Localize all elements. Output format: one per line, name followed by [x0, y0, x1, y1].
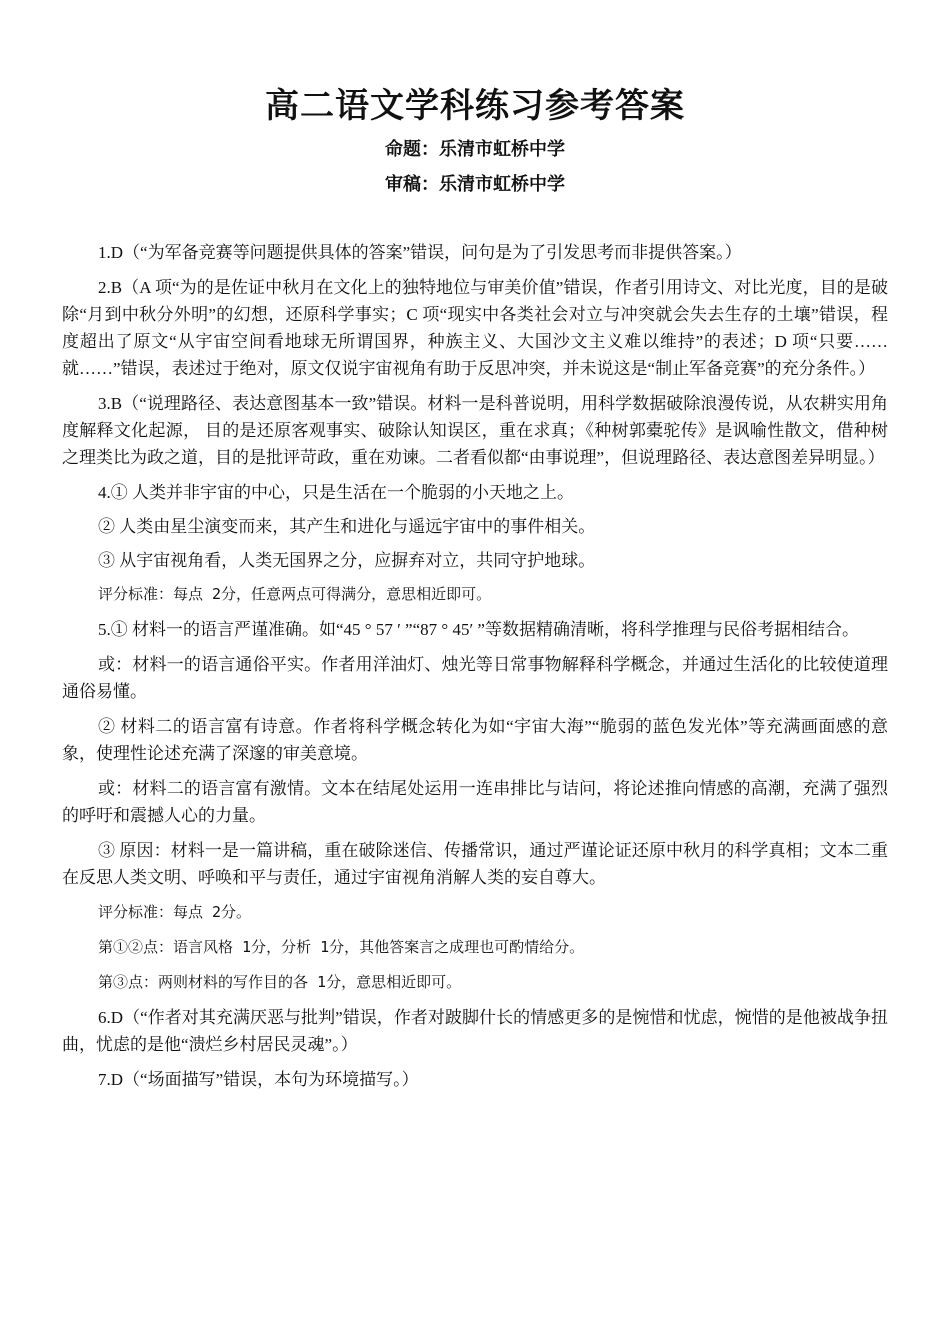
answer-5-scoring: 评分标准：每点 2分。: [98, 903, 252, 921]
answer-4-point-3: ③ 从宇宙视角看，人类无国界之分，应摒弃对立，共同守护地球。: [98, 551, 596, 570]
answer-4-point-2: ② 人类由星尘演变而来，其产生和进化与遥远宇宙中的事件相关。: [98, 517, 596, 536]
answer-4-point-1: 4.① 人类并非宇宙的中心，只是生活在一个脆弱的小天地之上。: [98, 483, 574, 502]
answer-1: 1.D（“为军备竞赛等问题提供具体的答案”错误，问句是为了引发思考而非提供答案。）: [98, 243, 742, 262]
answer-6: 6.D（“作者对其充满厌恶与批判”错误，作者对跛脚什长的情感更多的是惋惜和忧虑，惋惜的是他被战争扭曲，忧虑的是他“溃烂乡村居民灵魂”。）: [62, 1008, 888, 1054]
answer-5-scoring-2: 第③点：两则材料的写作目的各 1分，意思相近即可。: [98, 973, 462, 991]
answer-5-scoring-1: 第①②点：语言风格 1分，分析 1分，其他答案言之成理也可酌情给分。: [98, 938, 585, 956]
page-title: 高二语文学科练习参考答案: [265, 86, 685, 126]
answer-7: 7.D（“场面描写”错误，本句为环境描写。）: [98, 1070, 419, 1089]
answer-2: 2.B（A 项“为的是佐证中秋月在文化上的独特地位与审美价值”错误，作者引用诗文、对比光度，目的是破除“月到中秋分外明”的幻想，还原科学事实；C 项“现实中各类社会对立与冲突就会失去生存的土壤”错误，程度超出了原文“从宇宙空间看地球无所谓国界，种族主义、大国沙文主义难以维持”的表述；D 项“只要……就……”错误，表述过于绝对，原文仅说宇宙视角有助于反思冲突，并未说这是“制止军备竞赛”的充分条件。）: [62, 278, 888, 378]
answer-5-point-3: ③ 原因：材料一是一篇讲稿，重在破除迷信、传播常识，通过严谨论证还原中秋月的科学真相；文本二重在反思人类文明、呼唤和平与责任，通过宇宙视角消解人类的妄自尊大。: [62, 841, 888, 887]
answer-5-point-2-alt: 或：材料二的语言富有激情。文本在结尾处运用一连串排比与诘问，将论述推向情感的高潮，充满了强烈的呼吁和震撼人心的力量。: [62, 779, 888, 825]
answer-5-point-1-alt: 或：材料一的语言通俗平实。作者用洋油灯、烛光等日常事物解释科学概念，并通过生活化的比较使道理通俗易懂。: [62, 655, 888, 701]
answer-5-point-2: ② 材料二的语言富有诗意。作者将科学概念转化为如“宇宙大海”“脆弱的蓝色发光体”等充满画面感的意象，使理性论述充满了深邃的审美意境。: [62, 717, 888, 763]
answer-4-scoring: 评分标准：每点 2分，任意两点可得满分，意思相近即可。: [98, 585, 492, 603]
answer-3: 3.B（“说理路径、表达意图基本一致”错误。材料一是科普说明，用科学数据破除浪漫传说，从农耕实用角度解释文化起源， 目的是还原客观事实、破除认知误区，重在求真；《种树郭橐驼传》是讽喻性散文，借种树之理类比为政之道，目的是批评苛政，重在劝谏。二者看似都“由事说理”，但说理路径、表达意图差异明显。）: [62, 394, 888, 467]
proposer-line: 命题：乐清市虹桥中学: [385, 139, 565, 160]
reviewer-line: 审稿：乐清市虹桥中学: [385, 174, 565, 195]
answers-body: [62, 239, 888, 1093]
answer-5-point-1: 5.① 材料一的语言严谨准确。如“45 ° 57 ′ ”“87 ° 45′ ”等数据精确清晰，将科学推理与民俗考据相结合。: [98, 620, 859, 639]
